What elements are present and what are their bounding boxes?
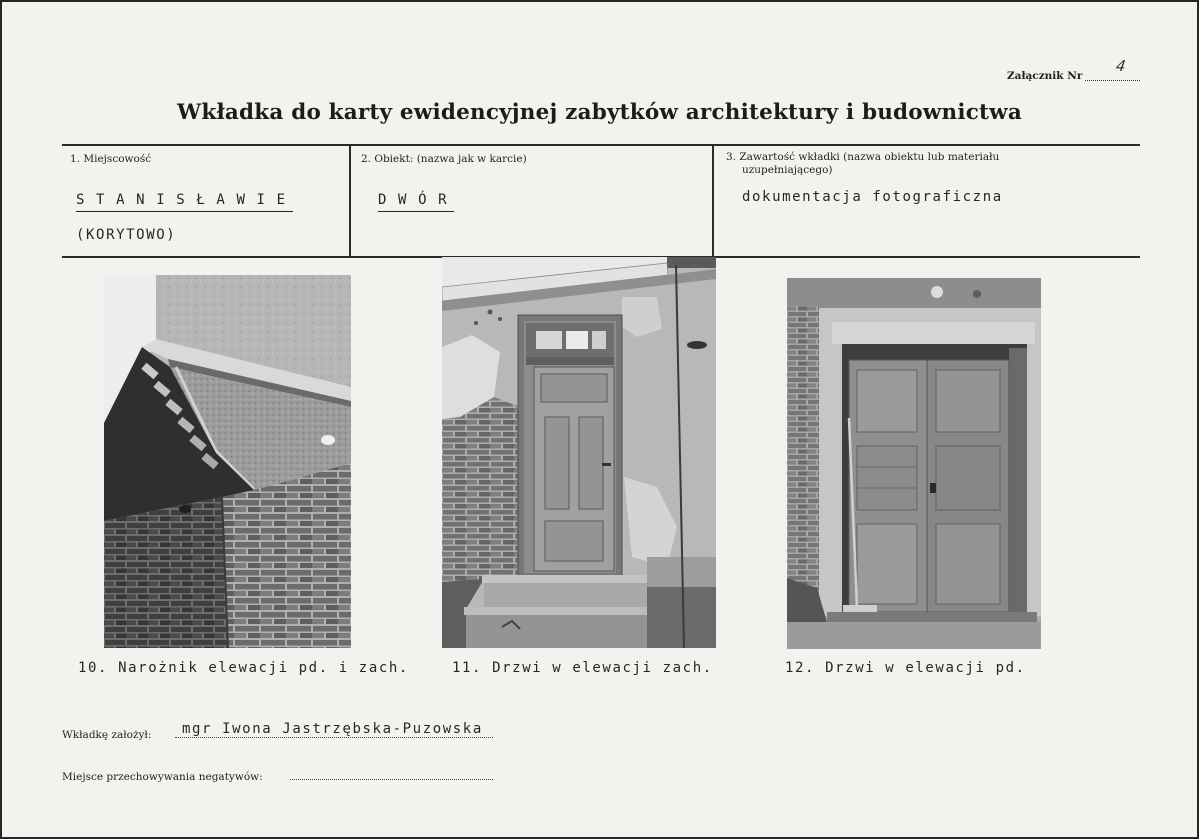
photo-caption-12: 12. Drzwi w elewacji pd. (785, 660, 1026, 676)
header-divider-1 (349, 145, 351, 257)
header-top-rule (62, 144, 1140, 146)
photo-west-door-image (442, 257, 716, 648)
object-label: 2. Obiekt: (nazwa jak w karcie) (361, 153, 527, 165)
transom-window (526, 323, 614, 365)
contents-label-line1: 3. Zawartość wkładki (nazwa obiektu lub materiału (726, 151, 1000, 163)
author-dotted-line (175, 737, 493, 738)
negatives-location-dotted-line (290, 779, 493, 780)
photo-south-door (787, 278, 1041, 649)
annex-number: 4 (1114, 57, 1127, 75)
negatives-location-label: Miejsce przechowywania negatywów: (62, 771, 263, 783)
locality-value: S T A N I S Ł A W I E (76, 191, 293, 212)
photo-corner-elevation (104, 275, 351, 648)
contents-value: dokumentacja fotograficzna (742, 189, 1003, 205)
photo-west-door (442, 257, 716, 648)
object-value-wrap (378, 191, 454, 212)
locality-value-wrap (76, 191, 293, 212)
header-divider-2 (712, 145, 714, 257)
locality-sub: (KORYTOWO) (76, 227, 177, 243)
photo-caption-10: 10. Narożnik elewacji pd. i zach. (78, 660, 409, 676)
object-value: D W Ó R (378, 191, 454, 212)
double-door (849, 360, 1009, 612)
author-label: Wkładkę założył: (62, 729, 152, 741)
author-value: mgr Iwona Jastrzębska-Puzowska (182, 721, 483, 737)
photo-caption-11: 11. Drzwi w elewacji zach. (452, 660, 713, 676)
annex-dotted-line (1085, 71, 1140, 81)
photo-corner-elevation-image (104, 275, 351, 648)
annex-label: Załącznik Nr (1007, 70, 1083, 82)
card-title: Wkładka do karty ewidencyjnej zabytków architektury i budownictwa (177, 100, 1022, 125)
door-leaf (534, 367, 614, 571)
photo-south-door-image (787, 278, 1041, 649)
contents-label-line2: uzupełniającego) (742, 164, 833, 176)
exposed-brickwork (442, 397, 522, 582)
locality-label: 1. Miejscowość (70, 153, 152, 165)
